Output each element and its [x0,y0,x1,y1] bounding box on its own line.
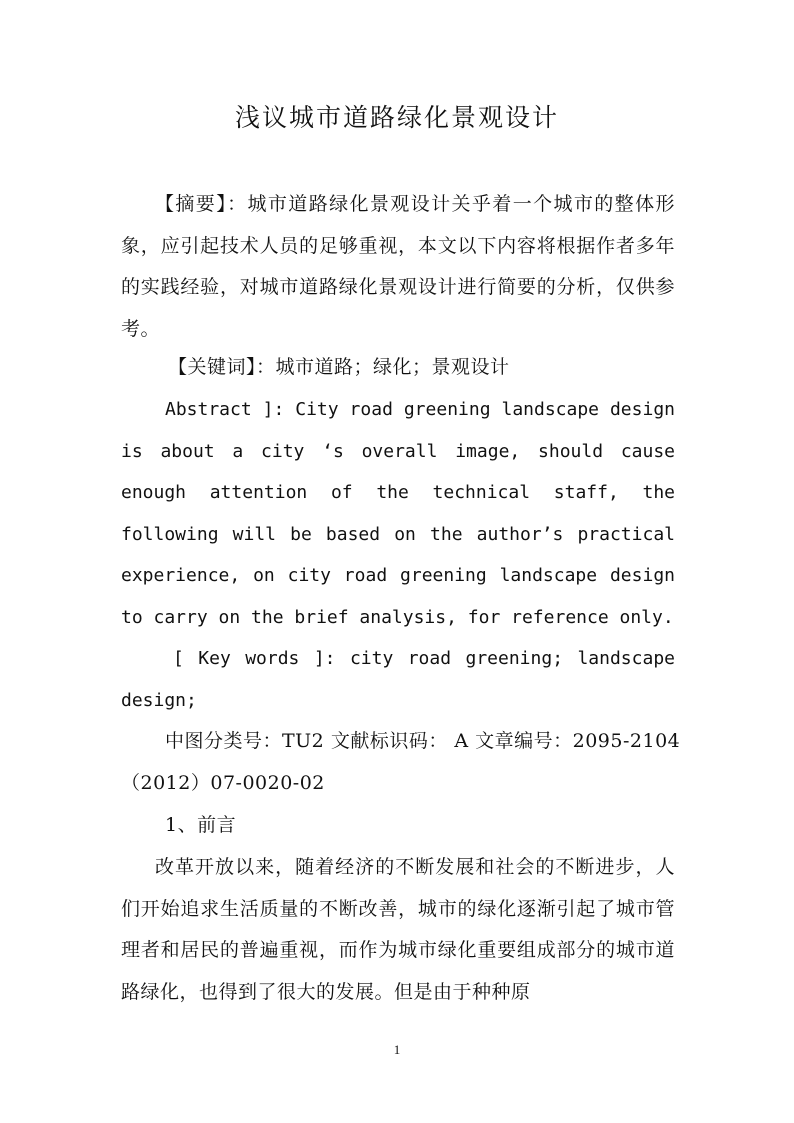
keywords-chinese: 【关键词】：城市道路；绿化；景观设计 [168,356,510,378]
abstract-english-line: to carry on the brief analysis, for reference only. [121,606,674,628]
section-paragraph: 改革开放以来，随着经济的不断发展和社会的不断进步，人们开始追求生活质量的不断改善，城市的绿化逐渐引起了城市管理者和居民的普遍重视，而作为城市绿化重要组成部分的城市道路绿化，也得到了很大的发展。但是由于种种原 [121,856,675,1003]
abstract-english [121,389,675,639]
abstract-english-line: enough attention of the technical staff, the [121,482,675,504]
classification-info [121,721,701,804]
abstract-english-line: Abstract ]: City road greening landscape design [165,399,675,420]
abstract-english-line: following will be based on the author’s practical [121,523,675,545]
page-number: 1 [393,1042,401,1057]
classification-line: （2012）07-0020-02 [121,771,325,794]
abstract-chinese: 【摘要】：城市道路绿化景观设计关乎着一个城市的整体形象，应引起技术人员的足够重视，本文以下内容将根据作者多年的实践经验，对城市道路绿化景观设计进行简要的分析，仅供参考。 [121,193,675,340]
abstract-english-line: experience, on city road greening landscape design [121,565,675,587]
keywords-english-line: [ Key words ]: city road greening; landscape [173,648,675,669]
keywords-english [121,638,675,721]
section-heading: 1、前言 [165,814,237,836]
classification-line: 中图分类号：TU2 文献标识码： A 文章编号：2095-2104 [165,730,681,752]
keywords-english-line: design; [121,689,197,711]
abstract-english-line: is about a city ‘s overall image, should cause [121,440,675,462]
document-title: 浅议城市道路绿化景观设计 [234,103,559,132]
